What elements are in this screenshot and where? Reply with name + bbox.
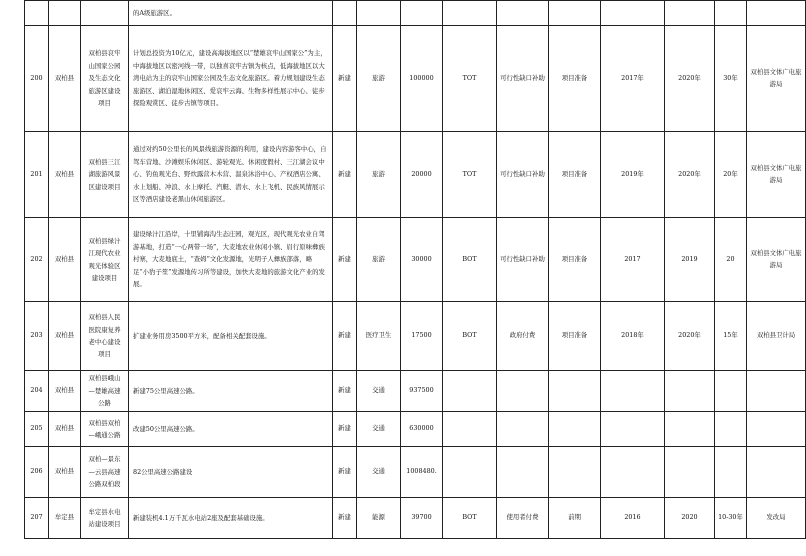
cell-mode: BOT — [443, 498, 497, 539]
cell-gap — [497, 447, 549, 498]
cell-invest: 100000 — [401, 26, 443, 132]
cell-no: 206 — [25, 447, 49, 498]
cell-project: 双柏县哀牢山国家公园及生态文化旅游区建设项目 — [81, 26, 129, 132]
cell-invest: 39700 — [401, 498, 443, 539]
table-row — [25, 302, 806, 371]
cell-county: 双柏县 — [49, 447, 81, 498]
cell-desc: 扩建业务用房3500平方米，配备相关配套设施。 — [129, 302, 333, 371]
document-page — [24, 0, 806, 539]
cell-desc: 82公里高速公路建设 — [129, 447, 333, 498]
cell-county: 双柏县 — [49, 132, 81, 218]
table-row — [25, 498, 806, 539]
cell-gap: 使用者付费 — [497, 498, 549, 539]
cell-desc: 新建75公里高速公路。 — [129, 371, 333, 412]
table-row — [25, 371, 806, 412]
cell-years — [715, 412, 747, 447]
cell-stage: 项目准备 — [549, 132, 601, 218]
cell-dept — [747, 371, 806, 412]
cell-start: 2019年 — [601, 132, 665, 218]
cell-end: 2020 — [665, 498, 715, 539]
cell-county: 双柏县 — [49, 371, 81, 412]
cell-industry: 旅游 — [357, 218, 401, 302]
cell-industry: 能源 — [357, 498, 401, 539]
table-row — [25, 447, 806, 498]
cell-desc: 改建50公里高速公路。 — [129, 412, 333, 447]
cell-county: 牟定县 — [49, 498, 81, 539]
cell-dept: 双柏县文体广电旅游局 — [747, 132, 806, 218]
cell-type: 新建 — [333, 498, 357, 539]
cell-dept — [747, 412, 806, 447]
cell-start: 2017年 — [601, 26, 665, 132]
cell-mode — [443, 447, 497, 498]
cell-mode — [443, 412, 497, 447]
cell-industry: 旅游 — [357, 26, 401, 132]
cell-no: 202 — [25, 218, 49, 302]
cell-stage — [549, 371, 601, 412]
cell-end: 2020年 — [665, 26, 715, 132]
cell-project — [81, 1, 129, 26]
cell-years: 20年 — [715, 132, 747, 218]
table-row-continued — [25, 1, 806, 26]
cell-project: 双柏县峨山—楚雄高速公路 — [81, 371, 129, 412]
project-table — [24, 0, 806, 539]
cell-project: 双柏—景东—云县高速公路双柏段 — [81, 447, 129, 498]
cell-dept: 双柏县文体广电旅游局 — [747, 218, 806, 302]
cell-end: 2019 — [665, 218, 715, 302]
cell-start — [601, 447, 665, 498]
cell-desc: 通过对约50公里长的风景线旅游资源的利用，建设内容游客中心，自驾车营地、沙滩娱乐休闲区、游轮观光、休闲度假村、三江湖会议中心、钓鱼观光台、野炊露营木木营、温泉沐浴中心、产权酒店公寓、水上划船、冲浪、水上摩托、汽艇、潜水、水上飞机、民族风情展示区等酒店建设老黑山休闲旅游区。 — [129, 132, 333, 218]
cell-start — [601, 371, 665, 412]
cell-end — [665, 371, 715, 412]
cell-years: 10-30年 — [715, 498, 747, 539]
cell-no: 204 — [25, 371, 49, 412]
cell-gap: 可行性缺口补助 — [497, 26, 549, 132]
cell-years — [715, 447, 747, 498]
cell-stage: 项目准备 — [549, 302, 601, 371]
cell-dept: 发改局 — [747, 498, 806, 539]
cell-gap: 可行性缺口补助 — [497, 218, 549, 302]
cell-mode — [443, 371, 497, 412]
cell-end: 2020年 — [665, 302, 715, 371]
cell-stage — [549, 412, 601, 447]
cell-years: 20 — [715, 218, 747, 302]
cell-county: 双柏县 — [49, 218, 81, 302]
cell-desc: 的A级旅游区。 — [129, 1, 333, 26]
table-row — [25, 412, 806, 447]
cell-dept — [747, 447, 806, 498]
cell-county: 双柏县 — [49, 302, 81, 371]
cell-type: 新建 — [333, 447, 357, 498]
cell-project: 双柏县三江湖旅游风景区建设项目 — [81, 132, 129, 218]
cell-end — [665, 447, 715, 498]
cell-desc: 新建装机4.1万千瓦水电站2座及配套基础设施。 — [129, 498, 333, 539]
cell-industry: 交通 — [357, 447, 401, 498]
cell-county: 双柏县 — [49, 412, 81, 447]
cell-start: 2018年 — [601, 302, 665, 371]
cell-no: 200 — [25, 26, 49, 132]
cell-type: 新建 — [333, 412, 357, 447]
cell-mode: BOT — [443, 302, 497, 371]
cell-stage — [549, 447, 601, 498]
cell-no — [25, 1, 49, 26]
cell-stage: 前期 — [549, 498, 601, 539]
cell-type: 新建 — [333, 302, 357, 371]
cell-type: 新建 — [333, 26, 357, 132]
cell-no: 205 — [25, 412, 49, 447]
cell-desc: 建设绿汁江沿岸，十里铺海沟生态庄园，观光区，现代观光农业自驾游基地，打造“一心两带一场”，大麦地农业休闲小镇、眉行原味彝族村寨，大麦地底土，“查姆”文化发源地，光明子人彝族部落，略足“小豹子笙”发源地传习所等建设，加快大麦地的旅游文化产业的发展。 — [129, 218, 333, 302]
cell-industry: 旅游 — [357, 132, 401, 218]
cell-dept: 双柏县文体广电旅游局 — [747, 26, 806, 132]
table-row — [25, 132, 806, 218]
table-row — [25, 218, 806, 302]
cell-type: 新建 — [333, 132, 357, 218]
cell-invest: 17500 — [401, 302, 443, 371]
cell-mode: TOT — [443, 132, 497, 218]
cell-project: 双柏县双柏—峨通公路 — [81, 412, 129, 447]
table-row — [25, 26, 806, 132]
cell-invest: 1008480. — [401, 447, 443, 498]
cell-industry: 交通 — [357, 371, 401, 412]
cell-years: 30年 — [715, 26, 747, 132]
cell-start — [601, 412, 665, 447]
cell-desc: 计划总投资为10亿元，建设高海拔地区以“楚雄哀牢山国家公”为主，中海拔地区以密河线一带，以独喜哀牢古镇为核点，低海拔地区以大湾电站为主的哀牢山国家公园及生态文化旅游区。着力规划建设生态旅游区、湖泊湿地休闲区、爱哀牢云海、生物多样性展示中心、徒步探险观赏区、徒步古镇等项目。 — [129, 26, 333, 132]
cell-project: 双柏县人民医院康复养老中心建设项目 — [81, 302, 129, 371]
cell-years — [715, 371, 747, 412]
cell-invest: 20000 — [401, 132, 443, 218]
cell-invest: 937500 — [401, 371, 443, 412]
cell-gap — [497, 412, 549, 447]
cell-no: 207 — [25, 498, 49, 539]
cell-industry: 交通 — [357, 412, 401, 447]
cell-gap — [497, 371, 549, 412]
cell-end: 2020年 — [665, 132, 715, 218]
cell-invest: 30000 — [401, 218, 443, 302]
cell-county: 双柏县 — [49, 26, 81, 132]
cell-project: 牟定县水电站建设项目 — [81, 498, 129, 539]
cell-invest: 630000 — [401, 412, 443, 447]
cell-type: 新建 — [333, 371, 357, 412]
cell-mode: BOT — [443, 218, 497, 302]
cell-dept: 双柏县卫计局 — [747, 302, 806, 371]
cell-start: 2017 — [601, 218, 665, 302]
cell-no: 201 — [25, 132, 49, 218]
cell-type: 新建 — [333, 218, 357, 302]
cell-end — [665, 412, 715, 447]
cell-stage: 项目准备 — [549, 218, 601, 302]
cell-project: 双柏县绿汁江现代农业观光体验区建设项目 — [81, 218, 129, 302]
cell-gap: 政府付费 — [497, 302, 549, 371]
cell-stage: 项目准备 — [549, 26, 601, 132]
cell-years: 15年 — [715, 302, 747, 371]
cell-industry: 医疗卫生 — [357, 302, 401, 371]
cell-county — [49, 1, 81, 26]
cell-mode: TOT — [443, 26, 497, 132]
cell-start: 2016 — [601, 498, 665, 539]
cell-gap: 可行性缺口补助 — [497, 132, 549, 218]
cell-no: 203 — [25, 302, 49, 371]
